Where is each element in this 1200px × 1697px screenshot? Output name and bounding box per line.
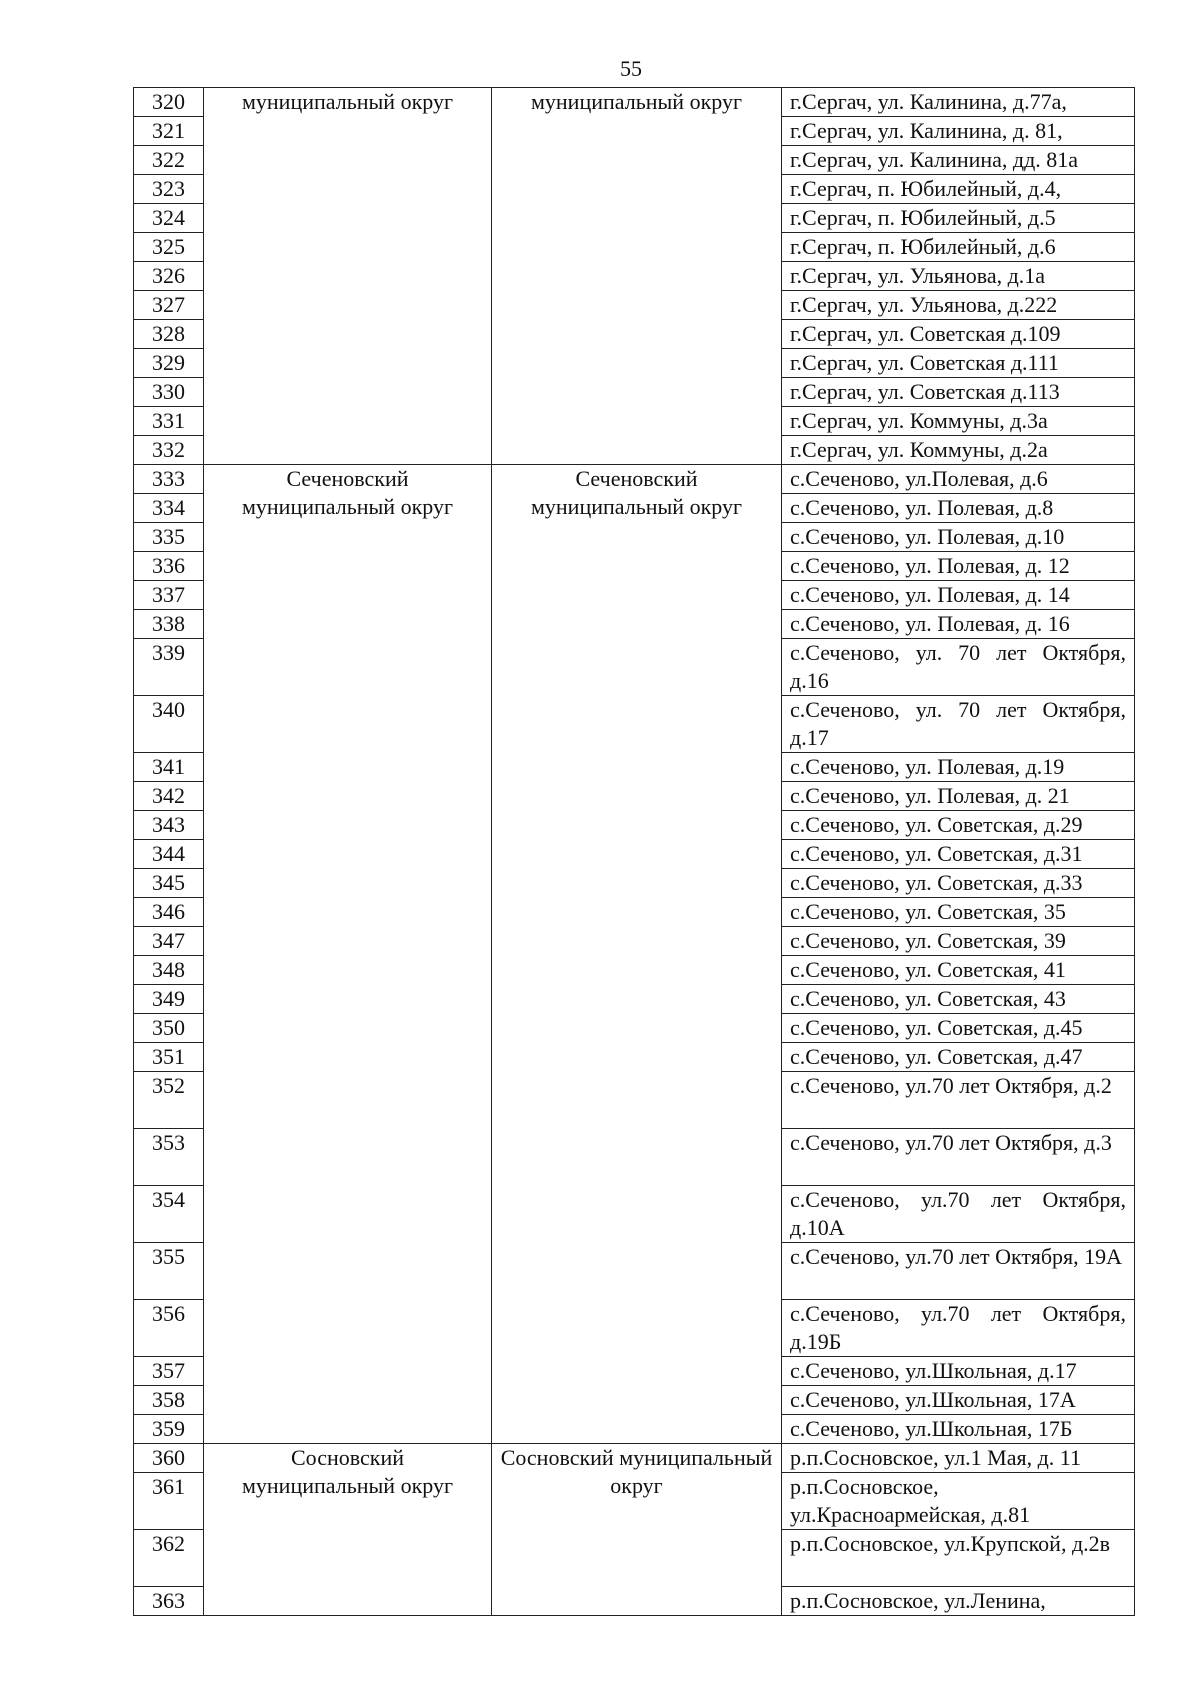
address-cell: с.Сеченово, ул.Школьная, 17А: [782, 1386, 1135, 1415]
row-number: 356: [134, 1300, 204, 1357]
row-number: 328: [134, 320, 204, 349]
address-cell: с.Сеченово, ул. Советская, д.33: [782, 869, 1135, 898]
row-number: 334: [134, 494, 204, 523]
address-cell: р.п.Сосновское, ул.Ленина,: [782, 1587, 1135, 1616]
municipality-cell: муниципальный округ: [492, 88, 782, 465]
address-cell: г.Сергач, ул. Советская д.111: [782, 349, 1135, 378]
row-number: 342: [134, 782, 204, 811]
address-cell: р.п.Сосновское, ул.Красноармейская, д.81: [782, 1473, 1135, 1530]
row-number: 321: [134, 117, 204, 146]
row-number: 360: [134, 1444, 204, 1473]
address-cell: с.Сеченово, ул. Советская, 41: [782, 956, 1135, 985]
address-cell: г.Сергач, п. Юбилейный, д.6: [782, 233, 1135, 262]
address-cell: с.Сеченово, ул. Советская, 35: [782, 898, 1135, 927]
row-number: 325: [134, 233, 204, 262]
row-number: 331: [134, 407, 204, 436]
address-cell: г.Сергач, ул. Коммуны, д.2а: [782, 436, 1135, 465]
row-number: 347: [134, 927, 204, 956]
row-number: 349: [134, 985, 204, 1014]
address-cell: с.Сеченово, ул. Советская, д.31: [782, 840, 1135, 869]
row-number: 345: [134, 869, 204, 898]
row-number: 352: [134, 1072, 204, 1129]
address-cell: с.Сеченово, ул. Полевая, д.10: [782, 523, 1135, 552]
address-cell: г.Сергач, ул. Ульянова, д.222: [782, 291, 1135, 320]
address-cell: с.Сеченово, ул. Советская, 39: [782, 927, 1135, 956]
address-cell: с.Сеченово, ул.70 лет Октября, д.19Б: [782, 1300, 1135, 1357]
row-number: 361: [134, 1473, 204, 1530]
row-number: 335: [134, 523, 204, 552]
address-cell: с.Сеченово, ул. Полевая, д. 21: [782, 782, 1135, 811]
row-number: 326: [134, 262, 204, 291]
row-number: 344: [134, 840, 204, 869]
address-cell: г.Сергач, п. Юбилейный, д.4,: [782, 175, 1135, 204]
address-cell: с.Сеченово, ул. Полевая, д.8: [782, 494, 1135, 523]
addresses-table: [133, 87, 1135, 1616]
address-cell: с.Сеченово, ул.70 лет Октября, д.2: [782, 1072, 1135, 1129]
district-cell: Сеченовский муниципальный округ: [204, 465, 492, 1444]
address-cell: с.Сеченово, ул. Советская, д.45: [782, 1014, 1135, 1043]
address-cell: с.Сеченово, ул. Советская, д.47: [782, 1043, 1135, 1072]
municipality-cell: Сосновский муниципальный округ: [492, 1444, 782, 1616]
row-number: 350: [134, 1014, 204, 1043]
row-number: 340: [134, 696, 204, 753]
row-number: 359: [134, 1415, 204, 1444]
municipality-cell: Сеченовский муниципальный округ: [492, 465, 782, 1444]
address-cell: с.Сеченово, ул. 70 лет Октября, д.16: [782, 639, 1135, 696]
row-number: 323: [134, 175, 204, 204]
row-number: 324: [134, 204, 204, 233]
row-number: 337: [134, 581, 204, 610]
table-row: [134, 1444, 1135, 1473]
row-number: 330: [134, 378, 204, 407]
address-cell: с.Сеченово, ул. Полевая, д. 16: [782, 610, 1135, 639]
table-row: [134, 465, 1135, 494]
address-cell: с.Сеченово, ул. Полевая, д. 14: [782, 581, 1135, 610]
address-cell: с.Сеченово, ул. Советская, д.29: [782, 811, 1135, 840]
row-number: 363: [134, 1587, 204, 1616]
address-cell: с.Сеченово, ул.Школьная, 17Б: [782, 1415, 1135, 1444]
row-number: 329: [134, 349, 204, 378]
row-number: 327: [134, 291, 204, 320]
address-cell: с.Сеченово, ул. Советская, 43: [782, 985, 1135, 1014]
row-number: 332: [134, 436, 204, 465]
address-cell: г.Сергач, ул. Советская д.109: [782, 320, 1135, 349]
address-cell: с.Сеченово, ул. Полевая, д.19: [782, 753, 1135, 782]
row-number: 351: [134, 1043, 204, 1072]
address-cell: с.Сеченово, ул. 70 лет Октября, д.17: [782, 696, 1135, 753]
address-cell: г.Сергач, ул. Ульянова, д.1а: [782, 262, 1135, 291]
address-cell: с.Сеченово, ул.Школьная, д.17: [782, 1357, 1135, 1386]
row-number: 348: [134, 956, 204, 985]
row-number: 341: [134, 753, 204, 782]
row-number: 320: [134, 88, 204, 117]
address-cell: г.Сергач, ул. Коммуны, д.3а: [782, 407, 1135, 436]
address-cell: р.п.Сосновское, ул.Крупской, д.2в: [782, 1530, 1135, 1587]
address-cell: с.Сеченово, ул.Полевая, д.6: [782, 465, 1135, 494]
address-cell: с.Сеченово, ул.70 лет Октября, д.3: [782, 1129, 1135, 1186]
row-number: 343: [134, 811, 204, 840]
address-cell: р.п.Сосновское, ул.1 Мая, д. 11: [782, 1444, 1135, 1473]
row-number: 358: [134, 1386, 204, 1415]
row-number: 357: [134, 1357, 204, 1386]
address-cell: г.Сергач, ул. Советская д.113: [782, 378, 1135, 407]
row-number: 336: [134, 552, 204, 581]
district-cell: Сосновский муниципальный округ: [204, 1444, 492, 1616]
address-cell: г.Сергач, ул. Калинина, д.77а,: [782, 88, 1135, 117]
row-number: 346: [134, 898, 204, 927]
address-cell: г.Сергач, ул. Калинина, дд. 81а: [782, 146, 1135, 175]
row-number: 338: [134, 610, 204, 639]
row-number: 354: [134, 1186, 204, 1243]
table-body: [134, 88, 1135, 1616]
address-cell: г.Сергач, ул. Калинина, д. 81,: [782, 117, 1135, 146]
address-cell: с.Сеченово, ул.70 лет Октября, 19А: [782, 1243, 1135, 1300]
address-cell: г.Сергач, п. Юбилейный, д.5: [782, 204, 1135, 233]
row-number: 355: [134, 1243, 204, 1300]
row-number: 353: [134, 1129, 204, 1186]
row-number: 322: [134, 146, 204, 175]
page-number: 55: [620, 56, 642, 81]
address-cell: с.Сеченово, ул.70 лет Октября, д.10А: [782, 1186, 1135, 1243]
row-number: 362: [134, 1530, 204, 1587]
row-number: 339: [134, 639, 204, 696]
district-cell: муниципальный округ: [204, 88, 492, 465]
row-number: 333: [134, 465, 204, 494]
address-cell: с.Сеченово, ул. Полевая, д. 12: [782, 552, 1135, 581]
table-row: [134, 88, 1135, 117]
